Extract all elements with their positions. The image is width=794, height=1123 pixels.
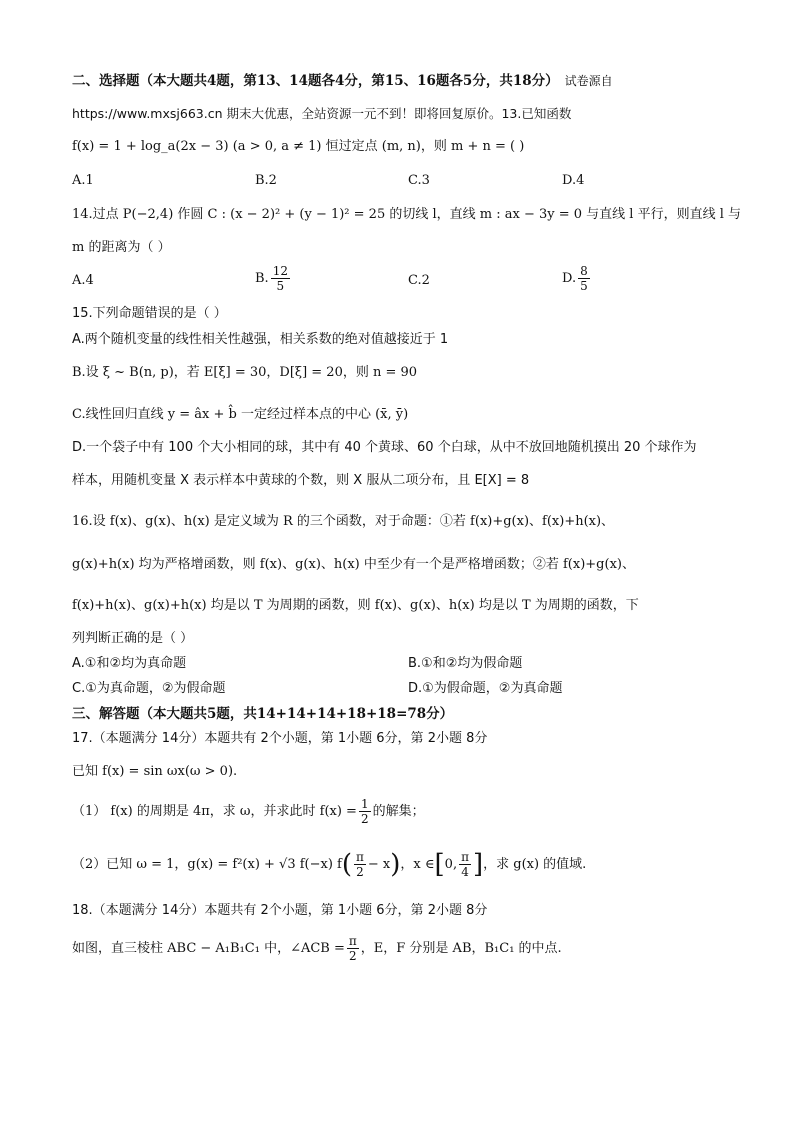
source-suffix: 试卷源自 (564, 74, 613, 88)
bracket-open: [ (434, 849, 445, 880)
q13-stem: f(x) = 1 + log_a(2x − 3) (a > 0, a ≠ 1) 恒过定点 (m, n)，则 m + n = ( ) (72, 139, 525, 154)
q17-part1-fraction (359, 797, 371, 826)
section-2-title: 二、选择题（本大题共4题，第13、14题各4分，第15、16题各5分，共18分） (72, 73, 559, 89)
q16-option-b: B.①和②均为假命题 (408, 656, 523, 671)
q18-denominator: 2 (349, 949, 357, 963)
q16-option-a: A.①和②均为真命题 (72, 656, 187, 671)
q17-interval-fraction (459, 850, 471, 879)
q17-p1-numerator: 1 (360, 797, 369, 811)
q15-option-b: B.设 ξ ~ B(n, p)，若 E[ξ] = 30，D[ξ] = 20，则 n = 90 (72, 365, 418, 380)
q15-option-a: A.两个随机变量的线性相关性越强，相关系数的绝对值越接近于 1 (72, 332, 449, 347)
q14-option-d (562, 264, 592, 293)
q15-option-d-line1: D.一个袋子中有 100 个大小相同的球，其中有 40 个黄球、60 个白球，从中不放回地随机摸出 20 个球作为 (72, 440, 697, 455)
q17-part2-fraction (354, 850, 366, 879)
q16-option-d: D.①为假命题，②为真命题 (408, 681, 563, 696)
q15-option-c: C.线性回归直线 y = âx + b̂ 一定经过样本点的中心 (x̄, ȳ) (72, 407, 409, 422)
q14-b-denominator: 5 (276, 279, 285, 293)
q17-given: 已知 f(x) = sin ωx(ω > 0). (72, 764, 238, 779)
q17-part2-text: （2）已知 ω = 1，g(x) = f²(x) + √3 f(−x) f (72, 857, 342, 872)
q14-option-b-fraction (271, 264, 290, 293)
section-3-header: 三、解答题（本大题共5题，共14+14+14+18+18=78分） (72, 706, 454, 722)
q17-title: 17.（本题满分 14分）本题共有 2个小题，第 1小题 6分，第 2小题 8分 (72, 731, 488, 746)
q17-part1 (72, 797, 425, 826)
q18-fraction (347, 934, 359, 963)
q17-p2-numerator: π (356, 850, 364, 864)
q17-int-numerator: π (461, 850, 469, 864)
q18-numerator: π (348, 934, 357, 948)
q16-option-c: C.①为真命题，②为假命题 (72, 681, 226, 696)
q18-title: 18.（本题满分 14分）本题共有 2个小题，第 1小题 6分，第 2小题 8分 (72, 903, 488, 918)
q17-part2-minus-x: − x (367, 857, 391, 872)
q14-d-denominator: 5 (580, 279, 588, 293)
q18-line-text: 如图，直三棱柱 ABC − A₁B₁C₁ 中，∠ACB = (72, 941, 345, 956)
q13-option-d: D.4 (562, 173, 585, 188)
q14-option-c: C.2 (408, 273, 430, 288)
q14-option-a: A.4 (72, 273, 94, 288)
q14-b-numerator: 12 (272, 264, 288, 278)
q18-line-suffix: ，E，F 分别是 AB，B₁C₁ 的中点. (360, 941, 562, 956)
q17-part2 (72, 850, 586, 879)
q16-line4: 列判断正确的是（ ） (72, 631, 194, 646)
q13-option-a: A.1 (72, 173, 94, 188)
bracket-close: ] (472, 849, 484, 880)
q14-d-numerator: 8 (580, 264, 588, 278)
q16-line2: g(x)+h(x) 均为严格增函数，则 f(x)、g(x)、h(x) 中至少有一个是严格增函数；②若 f(x)+g(x)、 (72, 557, 635, 572)
q15-option-d-line2: 样本，用随机变量 X 表示样本中黄球的个数，则 X 服从二项分布，且 E[X] = 8 (72, 473, 530, 488)
source-line: https://www.mxsj663.cn 期末大优惠，全站资源一元不到！即将回复原价。13.已知函数 (72, 106, 572, 121)
q14-option-b (255, 264, 292, 293)
q17-interval-left: 0, (444, 857, 458, 872)
section-2-header (72, 72, 613, 90)
q14-option-d-label: D. (562, 271, 577, 286)
q14-stem-line2: m 的距离为（ ） (72, 240, 171, 255)
q17-part1-text: （1） f(x) 的周期是 4π，求 ω，并求此时 f(x) = (72, 804, 357, 819)
q15-stem: 15.下列命题错误的是（ ） (72, 306, 227, 321)
q17-p2-denominator: 2 (356, 865, 364, 879)
q16-line1: 16.设 f(x)、g(x)、h(x) 是定义域为 R 的三个函数，对于命题：①若 f(x)+g(x)、f(x)+h(x)、 (72, 514, 615, 529)
q13-option-c: C.3 (408, 173, 430, 188)
q16-line3: f(x)+h(x)、g(x)+h(x) 均是以 T 为周期的函数，则 f(x)、g(x)、h(x) 均是以 T 为周期的函数，下 (72, 598, 639, 613)
paren-close: ) (390, 849, 401, 880)
q17-part2-in: ，x ∈ (400, 857, 435, 872)
q17-p1-denominator: 2 (360, 812, 369, 826)
q14-option-b-label: B. (255, 271, 269, 286)
q17-part1-suffix: 的解集； (372, 804, 425, 819)
q17-part2-suffix: ，求 g(x) 的值域. (483, 857, 587, 872)
paren-open: ( (341, 849, 353, 880)
q14-stem-line1: 14.过点 P(−2,4) 作圆 C : (x − 2)² + (y − 1)² = 25 的切线 l，直线 m : ax − 3y = 0 与直线 l 平行，则直线 l 与 (72, 207, 742, 222)
q13-option-b: B.2 (255, 173, 277, 188)
q14-option-d-fraction (578, 264, 590, 293)
q18-line (72, 934, 562, 963)
q17-int-denominator: 4 (461, 865, 469, 879)
